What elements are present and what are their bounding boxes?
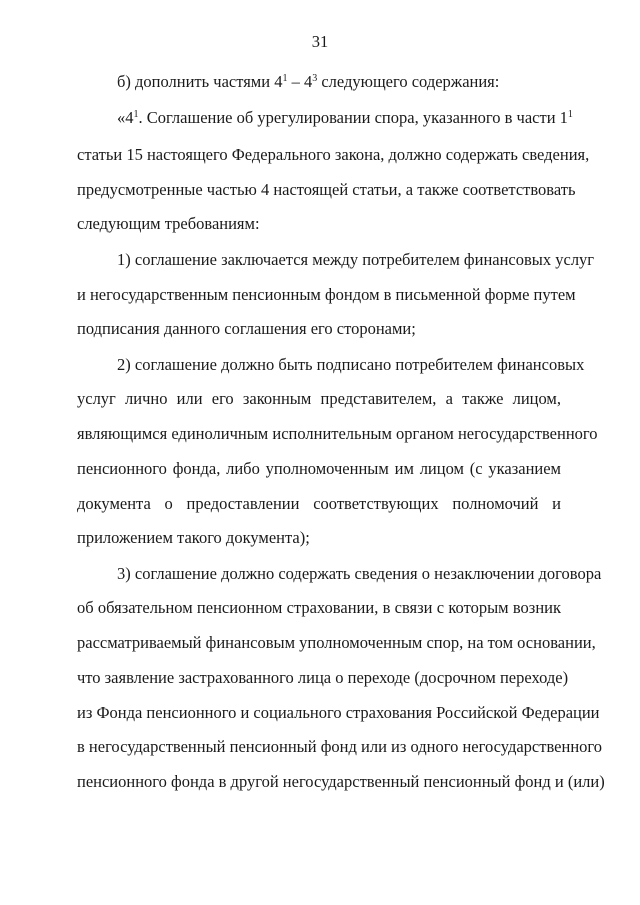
item-1-line-2: и негосударственным пенсионным фондом в письменной форме путем [77, 285, 576, 304]
part-4-1-prefix-sup: 1 [133, 109, 139, 120]
item-2-line-5: документа о предоставлении соответствующих полномочий и [77, 494, 561, 513]
part-4-1-line-3: предусмотренные частью 4 настоящей статьи, а также соответствовать [77, 180, 576, 199]
item-2-line-4: пенсионного фонда, либо уполномоченным им лицом (с указанием [77, 459, 561, 478]
item-1-line-3: подписания данного соглашения его сторонами; [77, 319, 416, 338]
item-1-line-1: 1) соглашение заключается между потребителем финансовых услуг [117, 250, 595, 269]
item-3-line-4: что заявление застрахованного лица о переходе (досрочном переходе) [77, 668, 569, 687]
item-3-line-2: об обязательном пенсионном страховании, в связи с которым возник [77, 598, 561, 617]
page-number: 31 [311, 32, 329, 51]
intro-text-part2: – 4 [287, 72, 313, 91]
part-4-1-line-4: следующим требованиям: [77, 214, 260, 233]
intro-sup2: 3 [312, 73, 318, 84]
item-2-line-6: приложением такого документа); [77, 528, 310, 547]
part-4-1-line-1-text: . Соглашение об урегулировании спора, указанного в части 1 [138, 108, 568, 127]
item-2-line-2: услуг лично или его законным представителем, а также лицом, [77, 389, 561, 408]
intro-line [117, 72, 561, 92]
item-3-line-5: из Фонда пенсионного и социального страхования Российской Федерации [77, 703, 600, 722]
part-4-1-line-2: статьи 15 настоящего Федерального закона, должно содержать сведения, [77, 145, 590, 164]
item-2-line-1: 2) соглашение должно быть подписано потребителем финансовых [117, 355, 585, 374]
part-4-1-line-1 [117, 108, 573, 128]
part-4-1-line-1-sup: 1 [567, 109, 573, 120]
item-3-line-3: рассматриваемый финансовым уполномоченным спор, на том основании, [77, 633, 596, 652]
item-3-line-6: в негосударственный пенсионный фонд или из одного негосударственного [77, 737, 603, 756]
item-3-line-7: пенсионного фонда в другой негосударственный пенсионный фонд и (или) [77, 772, 605, 791]
intro-sup1: 1 [282, 73, 288, 84]
item-3-line-1: 3) соглашение должно содержать сведения о незаключении договора [117, 564, 602, 583]
part-4-1-prefix: «4 [117, 108, 134, 127]
item-2-line-3: являющимся единоличным исполнительным органом негосударственного [77, 424, 598, 443]
intro-text-part1: б) дополнить частями 4 [117, 72, 283, 91]
intro-text-part3: следующего содержания: [317, 72, 500, 91]
